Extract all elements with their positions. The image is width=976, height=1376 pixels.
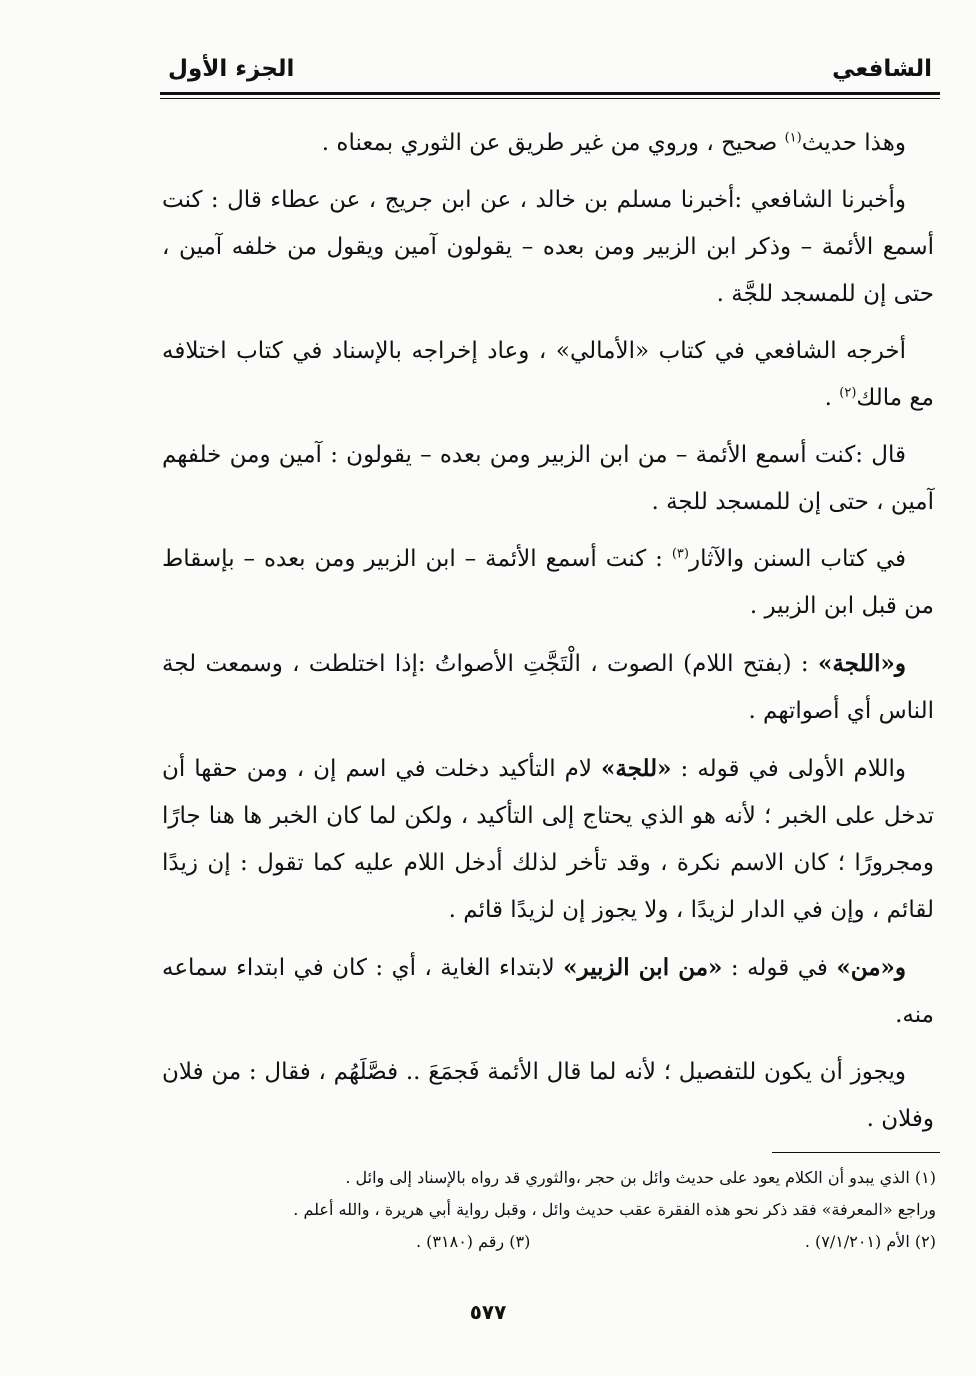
footnote-separator: [772, 1152, 940, 1153]
footnote-1: (١) الذي يبدو أن الكلام يعود على حديث وائل بن حجر ،والثوري قد رواه بالإسناد إلى وائل .: [345, 1168, 936, 1187]
footnotes: [162, 1162, 936, 1258]
paragraph: قال :كنت أسمع الأئمة – من ابن الزبير ومن بعده – يقولون : آمين ومن خلفهم آمين ، حتى إن للمسجد للجة .: [162, 442, 934, 515]
paragraph: واللام الأولى في قوله : «للجة» لام التأكيد دخلت في اسم إن ، ومن حقها أن تدخل على الخبر ؛ لأنه هو الذي يحتاج إلى التأكيد ، ولكن لما كان الخبر ها هنا جارًا ومجرورًا ؛ كان الاسم نكرة ، وقد تأخر لذلك أدخل اللام عليه كما تقول : إن زيدًا لقائم ، وإن في الدار لزيدًا ، ولا يجوز إن لزيدًا قائم .: [162, 755, 934, 923]
header-rule-thick: [160, 92, 940, 95]
paragraph: ويجوز أن يكون للتفصيل ؛ لأنه لما قال الأئمة فَجمَعَ .. فصَّلَهُم ، فقال : من فلان وفلان .: [162, 1059, 934, 1132]
footnote-ref[interactable]: (١): [784, 130, 802, 146]
page-number: ٥٧٧: [469, 1300, 507, 1324]
footnote-ref[interactable]: (٣): [671, 546, 689, 562]
footnote-3: (٣) رقم (٣١٨٠) .: [416, 1232, 531, 1251]
paragraph: و«اللجة» : (بفتح اللام) الصوت ، الْتَجَّتِ الأصواتُ :إذا اختلطت ، وسمعت لجة الناس أي أصواتهم .: [162, 650, 934, 724]
bold-term: و«اللجة»: [817, 650, 906, 677]
footnote-ref[interactable]: (٢): [839, 385, 857, 401]
paragraph: و«من» في قوله : «من ابن الزبير» لابتداء الغاية ، أي : كان في ابتداء سماعه منه.: [162, 954, 934, 1028]
main-text: [162, 120, 934, 1153]
header-author: الشافعي: [832, 56, 932, 82]
bold-term: «من ابن الزبير»: [563, 954, 723, 981]
paragraph: وأخبرنا الشافعي :أخبرنا مسلم بن خالد ، عن ابن جريج ، عن عطاء قال : كنت أسمع الأئمة – وذكر ابن الزبير ومن بعده – يقولون آمين ويقول من خلفه آمين ، حتى إن للمسجد للجَّة .: [162, 187, 934, 307]
bold-term: «للجة»: [600, 755, 672, 782]
footnote-1-cont: وراجع «المعرفة» فقد ذكر نحو هذه الفقرة عقب حديث وائل ، وقبل رواية أبي هريرة ، والله أعلم .: [293, 1200, 936, 1219]
paragraph: أخرجه الشافعي في كتاب «الأمالي» ، وعاد إخراجه بالإسناد في كتاب اختلافه مع مالك$^{(٢)}$ .: [162, 338, 934, 411]
footnote-row: [416, 1226, 936, 1258]
paragraph: في كتاب السنن والآثار$^{(٣)}$ : كنت أسمع الأئمة – ابن الزبير ومن بعده – بإسقاط من قبل ابن الزبير .: [162, 546, 934, 619]
running-header: [162, 52, 938, 92]
header-rule-thin: [160, 98, 940, 99]
paragraph: وهذا حديث$^{(١)}$ صحيح ، وروي من غير طريق عن الثوري بمعناه .: [321, 130, 906, 156]
header-volume: الجزء الأول: [168, 56, 295, 82]
footnote-2: (٢) الأم (٧/١/٢٠١) .: [804, 1232, 936, 1251]
bold-term: و«من»: [836, 954, 907, 981]
